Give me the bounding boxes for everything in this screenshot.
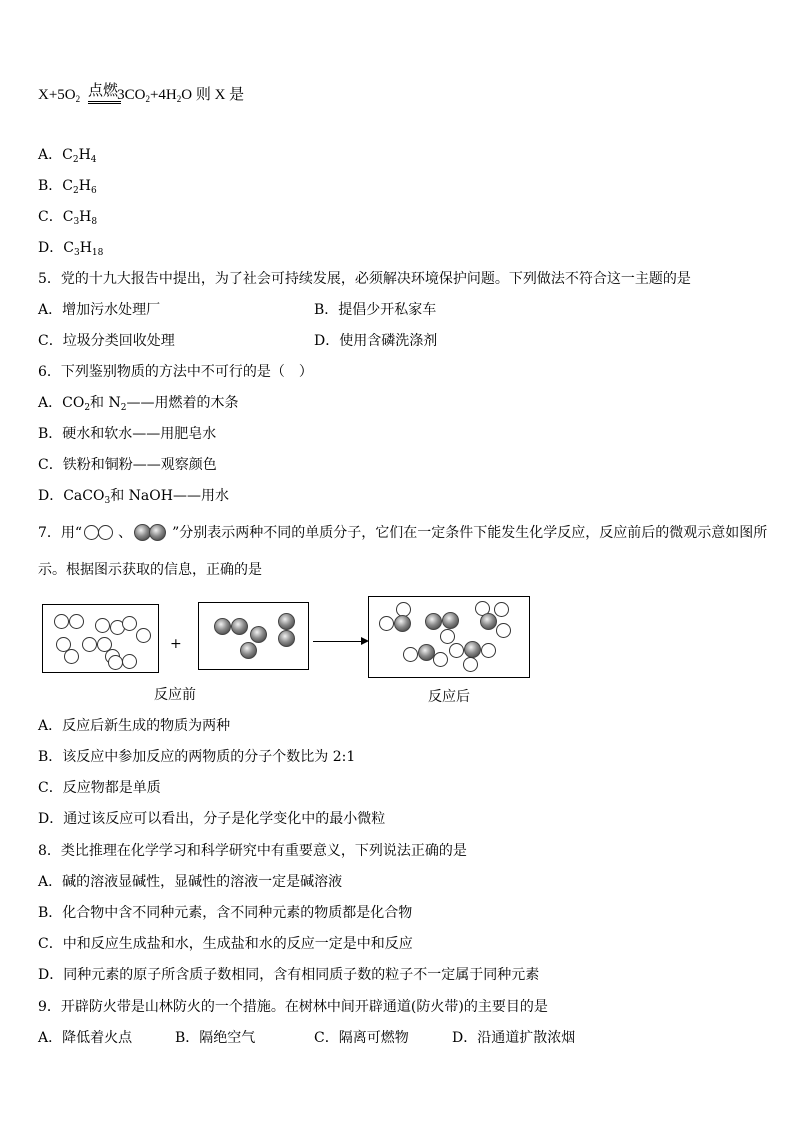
dark-molecule-icon — [132, 524, 172, 540]
q8-option-c[interactable]: C．中和反应生成盐和水，生成盐和水的反应一定是中和反应 — [38, 936, 413, 952]
q6-option-c[interactable]: C．铁粉和铜粉——观察颜色 — [38, 457, 217, 473]
eq-sub: 2 — [75, 94, 81, 104]
white-atom — [69, 614, 84, 629]
plus-sign: + — [170, 636, 182, 652]
white-atom — [122, 654, 137, 669]
reaction-arrow-shaft — [313, 641, 363, 642]
q5-option-b[interactable]: B．提倡少开私家车 — [314, 302, 437, 318]
white-molecule-icon — [82, 525, 118, 539]
white-atom — [403, 647, 418, 662]
q5-option-c[interactable]: C．垃圾分类回收处理 — [38, 333, 175, 349]
dark-atom — [394, 615, 411, 632]
q6-stem: 6．下列鉴别物质的方法中不可行的是（ ） — [38, 364, 313, 380]
eq-question: O 则 X 是 — [181, 87, 245, 103]
q5-option-d[interactable]: D．使用含磷洗涤剂 — [314, 333, 438, 349]
q8-option-b[interactable]: B．化合物中含不同种元素，含不同种元素的物质都是化合物 — [38, 905, 413, 921]
q8-option-d[interactable]: D．同种元素的原子所含质子数相同，含有相同质子数的粒子不一定属于同种元素 — [38, 967, 540, 983]
q7-option-d[interactable]: D．通过该反应可以看出，分子是化学变化中的最小微粒 — [38, 811, 386, 827]
white-atom — [440, 629, 455, 644]
label-before: 反应前 — [154, 687, 196, 703]
after-box — [368, 596, 530, 678]
q8-stem: 8．类比推理在化学学习和科学研究中有重要意义，下列说法正确的是 — [38, 843, 467, 859]
equation — [38, 86, 244, 104]
white-atom — [463, 657, 478, 672]
eq-reactants: X+5O — [38, 87, 76, 103]
q6-option-d[interactable]: D．CaCO$_3$和 NaOH——用水 — [38, 488, 229, 506]
q9-option-a[interactable]: A．降低着火点 — [38, 1030, 133, 1046]
q9-option-c[interactable]: C．隔离可燃物 — [314, 1030, 409, 1046]
white-atom — [136, 628, 151, 643]
eq-product-1: 3CO — [117, 87, 146, 103]
dark-atom — [240, 642, 257, 659]
white-atom — [54, 614, 69, 629]
q4-option-d[interactable]: D．$C_3H_{18}$ — [38, 240, 104, 258]
eq-product-2: +4H — [149, 87, 177, 103]
q8-option-a[interactable]: A．碱的溶液显碱性，显碱性的溶液一定是碱溶液 — [38, 874, 343, 890]
white-atom — [496, 623, 511, 638]
dark-atom — [231, 618, 248, 635]
q4-option-b[interactable]: B．$C_2H_6$ — [38, 178, 97, 196]
white-atom — [108, 655, 123, 670]
dark-atom — [278, 613, 295, 630]
q6-option-a[interactable]: A．$CO_2$和 $N_2——$用燃着的木条 — [38, 395, 239, 413]
white-atom — [449, 643, 464, 658]
eq-sub: 2 — [176, 94, 182, 104]
white-atom — [122, 616, 137, 631]
q5-option-a[interactable]: A．增加污水处理厂 — [38, 302, 161, 318]
q4-option-c[interactable]: C．$C_3H_8$ — [38, 209, 98, 227]
white-atom — [82, 637, 97, 652]
dark-atom — [214, 618, 231, 635]
dark-atom — [464, 641, 481, 658]
dark-atom — [278, 630, 295, 647]
q7-option-b[interactable]: B．该反应中参加反应的两物质的分子个数比为 2:1 — [38, 749, 356, 765]
q4-option-a[interactable]: A．$C_2H_4$ — [38, 147, 97, 165]
white-atom — [494, 602, 509, 617]
reaction-condition: 点燃 — [88, 81, 119, 99]
q7-option-a[interactable]: A．反应后新生成的物质为两种 — [38, 718, 231, 734]
white-atom — [433, 652, 448, 667]
eq-sub: 2 — [145, 94, 150, 104]
white-atom — [95, 618, 110, 633]
q7-stem-line2: 示。根据图示获取的信息，正确的是 — [38, 562, 262, 578]
q9-stem: 9．开辟防火带是山林防火的一个措施。在树林中间开辟通道(防火带)的主要目的是 — [38, 999, 548, 1015]
q7-stem: 7．用“ 、 ”分别表示两种不同的单质分子，它们在一定条件下能发生化学反应，反应前后的微观示意如图所 — [38, 525, 768, 541]
white-atom — [64, 649, 79, 664]
label-after: 反应后 — [428, 689, 470, 705]
dark-atom — [480, 613, 497, 630]
q9-option-b[interactable]: B．隔绝空气 — [175, 1030, 256, 1046]
q6-option-b[interactable]: B．硬水和软水——用肥皂水 — [38, 426, 217, 442]
white-atom — [379, 616, 394, 631]
dark-atom — [250, 626, 267, 643]
q7-option-c[interactable]: C．反应物都是单质 — [38, 780, 161, 796]
dark-atom — [425, 613, 442, 630]
before-box-2 — [198, 602, 309, 670]
dark-atom — [442, 612, 459, 629]
q9-option-d[interactable]: D．沿通道扩散浓烟 — [452, 1030, 576, 1046]
white-atom — [481, 643, 496, 658]
q5-stem: 5．党的十九大报告中提出，为了社会可持续发展，必须解决环境保护问题。下列做法不符合这一主题的是 — [38, 271, 691, 287]
equals-sign — [88, 101, 121, 104]
before-box-1 — [42, 604, 159, 673]
